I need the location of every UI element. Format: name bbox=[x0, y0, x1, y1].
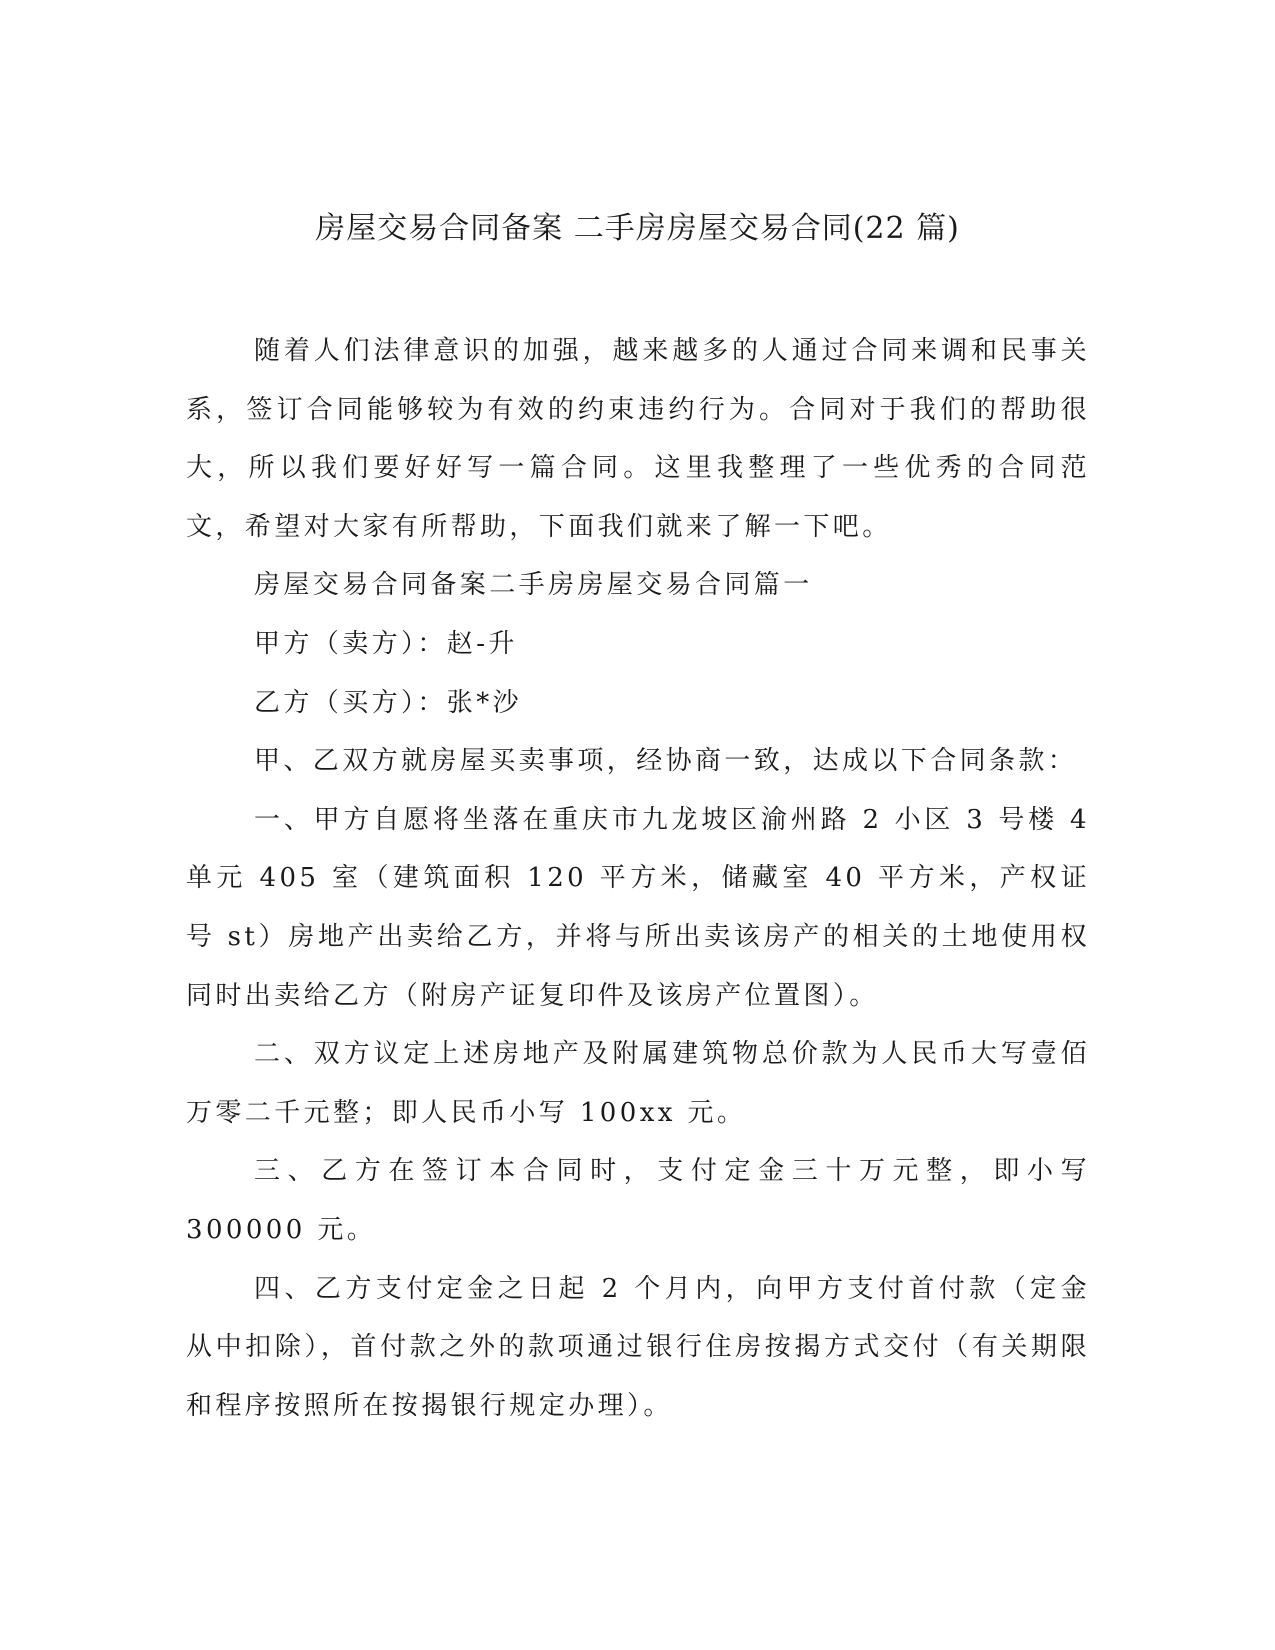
agreement-preamble: 甲、乙双方就房屋买卖事项，经协商一致，达成以下合同条款： bbox=[254, 746, 1078, 777]
clause-1: 一、甲方自愿将坐落在重庆市九龙坡区渝州路 2 小区 3 号楼 4 单元 405 室（建筑面积 120 平方米，储藏室 40 平方米，产权证号 st）房地产出卖给乙方，并将与所出卖该房产的相关的土地使用权同时出卖给乙方（附房产证复印件及该房产位置图）。 bbox=[186, 804, 1090, 1011]
document-title: 房屋交易合同备案 二手房房屋交易合同(22 篇) bbox=[315, 211, 960, 246]
section-heading: 房屋交易合同备案二手房房屋交易合同篇一 bbox=[254, 570, 813, 601]
intro-paragraph: 随着人们法律意识的加强，越来越多的人通过合同来调和民事关系，签订合同能够较为有效的约束违约行为。合同对于我们的帮助很大，所以我们要好好写一篇合同。这里我整理了一些优秀的合同范文，希望对大家有所帮助，下面我们就来了解一下吧。 bbox=[186, 336, 1090, 542]
party-b-line: 乙方（买方）：张*沙 bbox=[254, 687, 523, 718]
document-body bbox=[186, 322, 1090, 1435]
clause-4: 四、乙方支付定金之日起 2 个月内，向甲方支付首付款（定金从中扣除），首付款之外的款项通过银行住房按揭方式交付（有关期限和程序按照所在按揭银行规定办理）。 bbox=[186, 1273, 1090, 1421]
party-a-line: 甲方（卖方）：赵-升 bbox=[254, 628, 518, 659]
clause-3: 三、乙方在签订本合同时，支付定金三十万元整，即小写 300000 元。 bbox=[186, 1156, 1090, 1245]
clause-2: 二、双方议定上述房地产及附属建筑物总价款为人民币大写壹佰万零二千元整；即人民币小写 100xx 元。 bbox=[186, 1039, 1090, 1128]
